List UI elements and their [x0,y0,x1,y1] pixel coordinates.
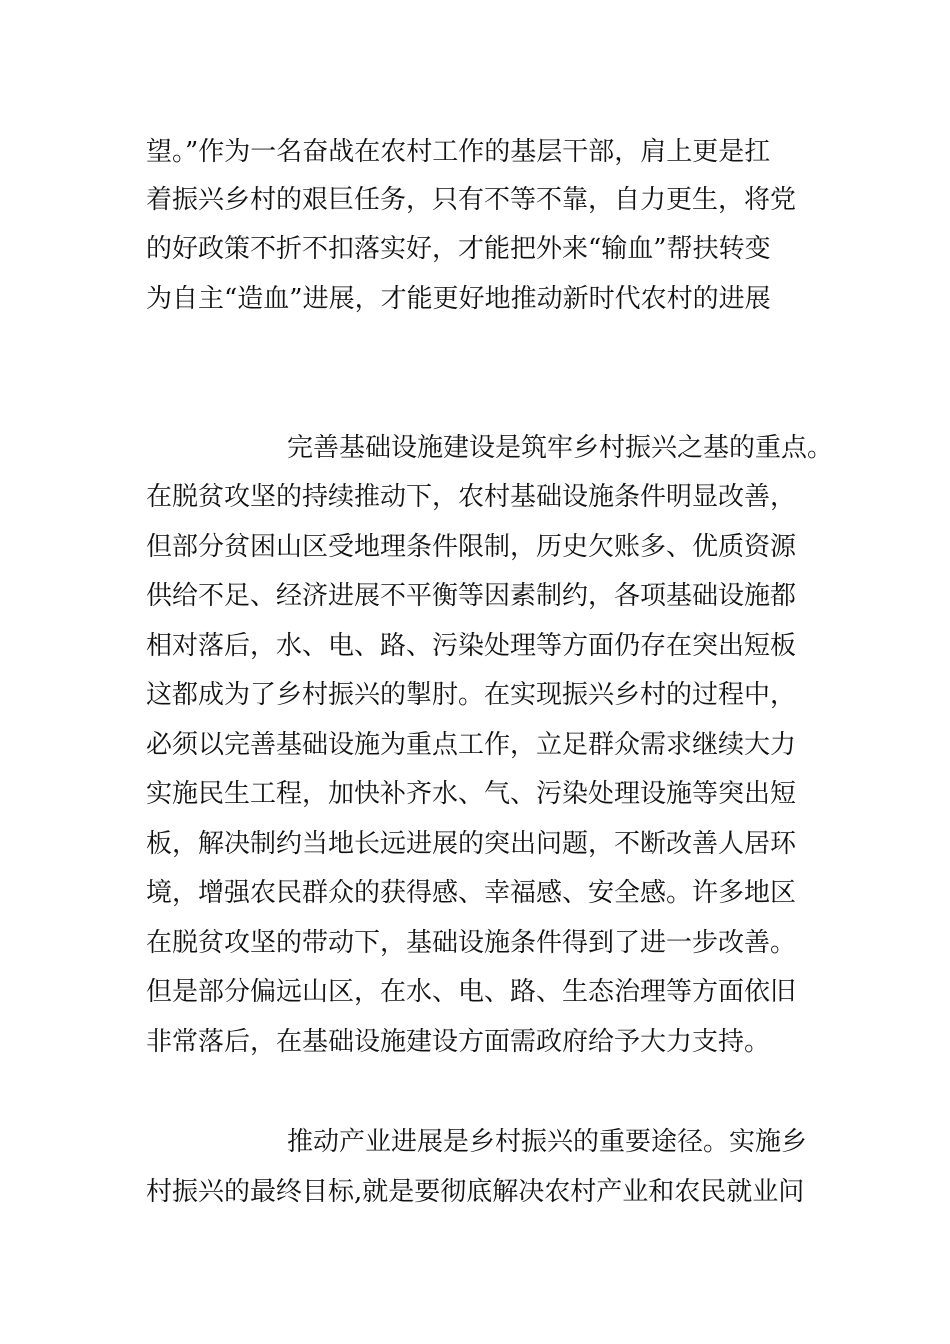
paragraph-line: 必须以完善基础设施为重点工作，立足群众需求继续大力 [146,730,797,760]
paragraph-line: 为自主“造血”进展，才能更好地推动新时代农村的进展 [146,284,771,314]
paragraph-line: 境，增强农民群众的获得感、幸福感、安全感。许多地区 [146,878,797,908]
paragraph-line: 但是部分偏远山区，在水、电、路、生态治理等方面依旧 [146,977,797,1007]
paragraph-line: 实施民生工程，加快补齐水、气、污染处理设施等突出短 [146,779,797,809]
paragraph-line: 推动产业进展是乡村振兴的重要途径。实施乡 [287,1127,808,1157]
paragraph-line: 的好政策不折不扣落实好，才能把外来“输血”帮扶转变 [146,234,771,264]
paragraph-line: 供给不足、经济进展不平衡等因素制约，各项基础设施都 [146,581,797,611]
paragraph-line: 望。”作为一名奋战在农村工作的基层干部，肩上更是扛 [146,137,771,167]
paragraph-line: 在脱贫攻坚的持续推动下，农村基础设施条件明显改善， [146,482,797,512]
paragraph-line: 在脱贫攻坚的带动下，基础设施条件得到了进一步改善。 [146,928,797,958]
paragraph-line: 完善基础设施建设是筑牢乡村振兴之基的重点。 [287,433,834,463]
paragraph-line: 但部分贫困山区受地理条件限制，历史欠账多、优质资源 [146,532,797,562]
paragraph-line: 村振兴的最终目标,就是要彻底解决农村产业和农民就业问 [146,1177,805,1207]
paragraph-line: 这都成为了乡村振兴的掣肘。在实现振兴乡村的过程中， [146,680,797,710]
paragraph-line: 相对落后，水、电、路、污染处理等方面仍存在突出短板 [146,631,797,661]
paragraph-line: 非常落后，在基础设施建设方面需政府给予大力支持。 [146,1027,771,1057]
paragraph-line: 着振兴乡村的艰巨任务，只有不等不靠，自力更生，将党 [146,185,797,215]
paragraph-line: 板，解决制约当地长远进展的突出问题，不断改善人居环 [146,829,797,859]
